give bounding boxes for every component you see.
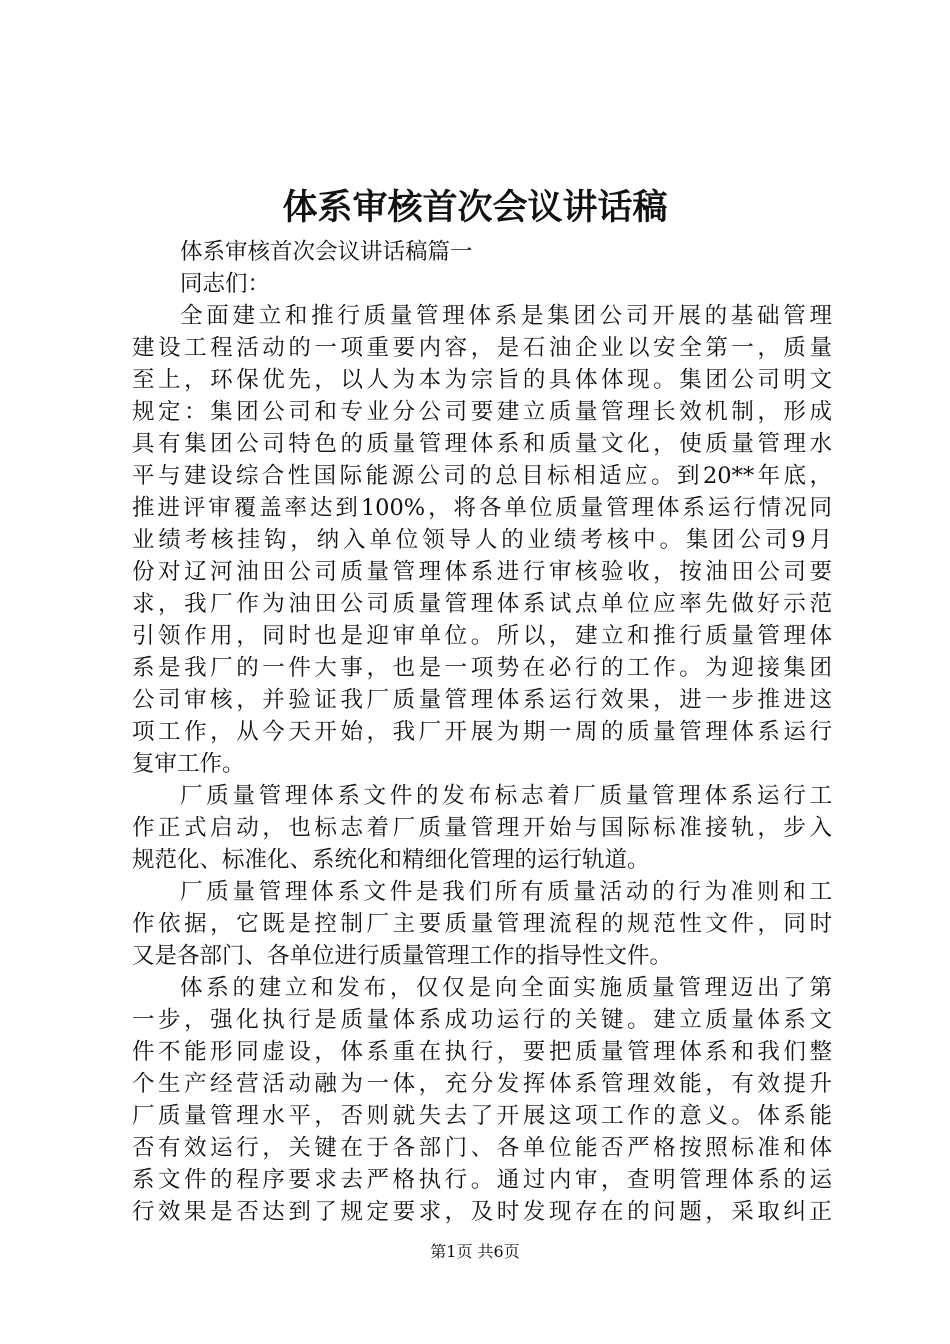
text-line: 份对辽河油田公司质量管理体系进行审核验收，按油田公司要 — [132, 559, 832, 585]
text-line: 项工作，从今天开始，我厂开展为期一周的质量管理体系运行 — [132, 719, 832, 745]
text-line: 公司审核，并验证我厂质量管理体系运行效果，进一步推进这 — [132, 687, 832, 713]
text-line: 否有效运行，关键在于各部门、各单位能否严格按照标准和体 — [132, 1135, 832, 1161]
text-line: 又是各部门、各单位进行质量管理工作的指导性文件。 — [132, 943, 673, 969]
text-line: 推进评审覆盖率达到100%，将各单位质量管理体系运行情况同 — [132, 495, 832, 521]
text-line: 规范化、标准化、系统化和精细化管理的运行轨道。 — [132, 847, 650, 873]
text-line: 作依据，它既是控制厂主要质量管理流程的规范性文件，同时 — [132, 911, 832, 937]
text-line: 件不能形同虚设，体系重在执行，要把质量管理体系和我们整 — [132, 1039, 832, 1065]
text-line: 一步，强化执行是质量体系成功运行的关键。建立质量体系文 — [132, 1007, 832, 1033]
text-line: 全面建立和推行质量管理体系是集团公司开展的基础管理 — [180, 303, 832, 329]
text-line: 厂质量管理体系文件是我们所有质量活动的行为准则和工 — [180, 879, 832, 905]
text-line: 具有集团公司特色的质量管理体系和质量文化，使质量管理水 — [132, 431, 832, 457]
document-title: 体系审核首次会议讲话稿 — [282, 188, 668, 228]
salutation: 同志们： — [180, 271, 271, 297]
text-line: 行效果是否达到了规定要求，及时发现存在的问题，采取纠正 — [132, 1199, 832, 1225]
text-line: 厂质量管理体系文件的发布标志着厂质量管理体系运行工 — [180, 783, 832, 809]
text-line: 复审工作。 — [132, 751, 245, 777]
text-line: 规定：集团公司和专业分公司要建立质量管理长效机制，形成 — [132, 399, 832, 425]
text-line: 厂质量管理水平，否则就失去了开展这项工作的意义。体系能 — [132, 1103, 832, 1129]
text-line: 系文件的程序要求去严格执行。通过内审，查明管理体系的运 — [132, 1167, 832, 1193]
paragraph-lines — [132, 300, 832, 1228]
document-body — [132, 236, 832, 1228]
text-line: 求，我厂作为油田公司质量管理体系试点单位应率先做好示范 — [132, 591, 832, 617]
text-line: 建设工程活动的一项重要内容，是石油企业以安全第一，质量 — [132, 335, 832, 361]
text-line: 个生产经营活动融为一体，充分发挥体系管理效能，有效提升 — [132, 1071, 832, 1097]
text-line: 系是我厂的一件大事，也是一项势在必行的工作。为迎接集团 — [132, 655, 832, 681]
text-line: 平与建设综合性国际能源公司的总目标相适应。到20**年底， — [132, 463, 832, 489]
text-line: 作正式启动，也标志着厂质量管理开始与国际标准接轨，步入 — [132, 815, 832, 841]
text-line: 业绩考核挂钩，纳入单位领导人的业绩考核中。集团公司9月 — [132, 527, 832, 553]
page-footer — [0, 1241, 950, 1263]
text-line: 引领作用，同时也是迎审单位。所以，建立和推行质量管理体 — [132, 623, 832, 649]
text-line: 体系的建立和发布，仅仅是向全面实施质量管理迈出了第 — [180, 975, 832, 1001]
text-line: 至上，环保优先，以人为本为宗旨的具体体现。集团公司明文 — [132, 367, 832, 393]
page-number: 第1页 共6页 — [430, 1242, 520, 1261]
document-subtitle: 体系审核首次会议讲话稿篇一 — [180, 239, 473, 265]
